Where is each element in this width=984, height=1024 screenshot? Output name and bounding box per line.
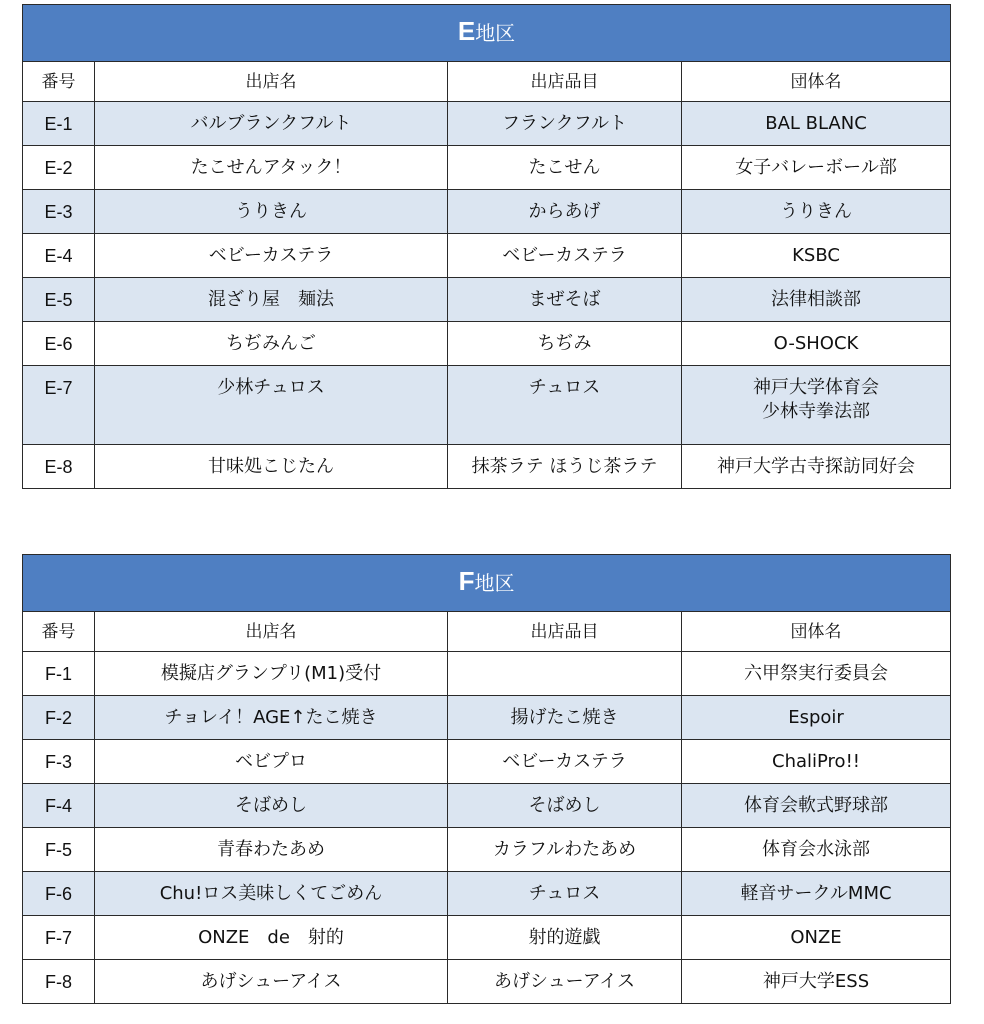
table-row [23,102,951,146]
organization-line: KSBC [792,244,840,266]
organization-line: 女子バレーボール部 [735,156,897,178]
shop-name: ベビーカステラ [95,234,448,278]
stall-table-f [22,554,951,1004]
shop-name: 混ざり屋 麺法 [95,278,448,322]
shop-item: 揚げたこ焼き [448,696,682,740]
stall-number: E-6 [23,322,95,366]
shop-name: 少林チュロス [95,366,448,445]
table-row [23,652,951,696]
shop-item: からあげ [448,190,682,234]
shop-name: うりきん [95,190,448,234]
organization-line: ChaliPro!! [772,750,860,772]
stall-number: F-2 [23,696,95,740]
stall-number: E-8 [23,445,95,489]
organization-line: BAL BLANC [765,112,867,134]
shop-name: 甘味処こじたん [95,445,448,489]
organization-name [682,234,951,278]
shop-name: 模擬店グランプリ(M1)受付 [95,652,448,696]
column-header-organization: 団体名 [682,62,951,102]
stall-number: E-7 [23,366,95,445]
table-row [23,278,951,322]
column-header-item: 出店品目 [448,62,682,102]
organization-name [682,445,951,489]
column-header-row [23,612,951,652]
organization-line: Espoir [788,706,844,728]
table-row [23,146,951,190]
table-row [23,322,951,366]
shop-name: バルブランクフルト [95,102,448,146]
shop-name: そばめし [95,784,448,828]
organization-name [682,828,951,872]
organization-name [682,916,951,960]
shop-item: ベビーカステラ [448,234,682,278]
shop-name: ONZE de 射的 [95,916,448,960]
stall-number: F-6 [23,872,95,916]
column-header-organization: 団体名 [682,612,951,652]
column-header-number: 番号 [23,612,95,652]
district-letter: E [457,16,476,46]
organization-name [682,740,951,784]
column-header-item: 出店品目 [448,612,682,652]
shop-item: チュロス [448,872,682,916]
stall-number: F-3 [23,740,95,784]
stall-number: E-5 [23,278,95,322]
shop-name: ちぢみんご [95,322,448,366]
stall-number: E-2 [23,146,95,190]
column-header-shop: 出店名 [95,62,448,102]
shop-item: まぜそば [448,278,682,322]
shop-item: チュロス [448,366,682,445]
organization-line: 少林寺拳法部 [762,401,871,422]
organization-line: 神戸大学古寺探訪同好会 [717,455,916,477]
shop-item: フランクフルト [448,102,682,146]
organization-line: 体育会水泳部 [762,838,870,860]
table-row [23,872,951,916]
organization-line: 法律相談部 [771,288,862,310]
organization-name [682,102,951,146]
organization-name [682,366,951,445]
organization-name [682,322,951,366]
district-suffix: 地区 [475,21,516,45]
shop-item: たこせん [448,146,682,190]
shop-name: ベビプロ [95,740,448,784]
table-row [23,740,951,784]
shop-item: カラフルわたあめ [448,828,682,872]
organization-line: ONZE [790,926,842,948]
district-f-section [22,554,950,1004]
stall-number: E-4 [23,234,95,278]
organization-line: うりきん [780,200,853,222]
stall-number: E-1 [23,102,95,146]
shop-item: そばめし [448,784,682,828]
column-header-shop: 出店名 [95,612,448,652]
organization-line: 六甲祭実行委員会 [744,662,888,684]
organization-line: 神戸大学ESS [762,970,870,992]
shop-item: ベビーカステラ [448,740,682,784]
shop-name: 青春わたあめ [95,828,448,872]
shop-item: 射的遊戯 [448,916,682,960]
stall-number: F-8 [23,960,95,1004]
stall-number: F-4 [23,784,95,828]
district-letter: F [458,566,475,596]
stall-number: F-5 [23,828,95,872]
stall-number: F-1 [23,652,95,696]
table-row [23,445,951,489]
shop-name: チョレイ！AGE↑たこ焼き [95,696,448,740]
table-row [23,366,951,445]
table-row [23,234,951,278]
organization-name [682,278,951,322]
table-row [23,828,951,872]
organization-name [682,190,951,234]
shop-item: あげシューアイス [448,960,682,1004]
organization-line: 軽音サークルMMC [740,882,892,904]
stall-number: E-3 [23,190,95,234]
shop-name: たこせんアタック！ [95,146,448,190]
organization-name [682,784,951,828]
column-header-number: 番号 [23,62,95,102]
district-title [23,5,951,62]
table-row [23,784,951,828]
shop-name: Chu!ロス美味しくてごめん [95,872,448,916]
shop-name: あげシューアイス [95,960,448,1004]
stall-table-e [22,4,951,489]
shop-item: 抹茶ラテ ほうじ茶ラテ [448,445,682,489]
organization-name [682,652,951,696]
district-suffix: 地区 [474,571,515,595]
organization-name [682,146,951,190]
district-e-section [22,4,950,489]
organization-name [682,872,951,916]
organization-name [682,696,951,740]
shop-item: ちぢみ [448,322,682,366]
organization-line: 体育会軟式野球部 [744,794,888,816]
shop-item [448,652,682,696]
table-row [23,960,951,1004]
district-title [23,555,951,612]
table-row [23,916,951,960]
stall-number: F-7 [23,916,95,960]
table-row [23,696,951,740]
organization-line: 神戸大学体育会 [753,377,880,398]
column-header-row [23,62,951,102]
organization-name [682,960,951,1004]
table-row [23,190,951,234]
organization-line: O-SHOCK [773,332,859,354]
